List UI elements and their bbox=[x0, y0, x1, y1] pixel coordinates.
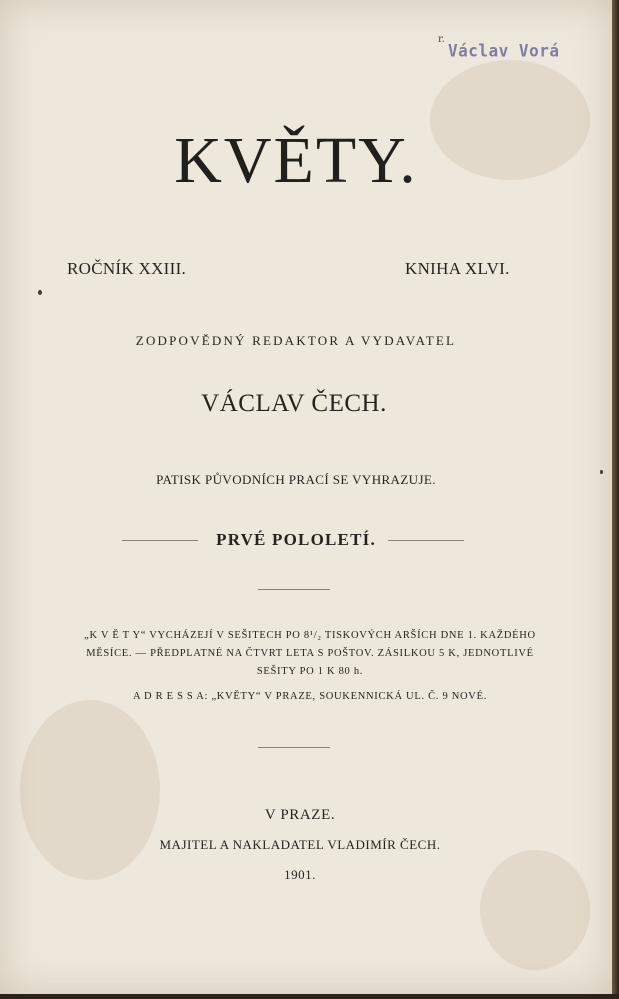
divider-short bbox=[258, 589, 330, 590]
volume-book: KNIHA XLVI. bbox=[405, 259, 510, 278]
subscription-line: „K V Ě T Y“ VYCHÁZEJÍ V SEŠITECH PO 8¹/₂ TISKOVÝCH ARŠÍCH DNE 1. KAŽDÉHO bbox=[84, 630, 536, 641]
imprint-place: V PRAZE. bbox=[264, 807, 336, 823]
editor-role: ZODPOVĚDNÝ REDAKTOR A VYDAVATEL bbox=[135, 333, 457, 348]
divider-right bbox=[388, 540, 464, 541]
paper-stain bbox=[20, 700, 160, 880]
paper-speck bbox=[600, 470, 603, 474]
page-edge bbox=[612, 0, 619, 999]
imprint-year: 1901. bbox=[284, 867, 316, 882]
rights-notice: PATISK PŮVODNÍCH PRACÍ SE VYHRAZUJE. bbox=[156, 472, 436, 487]
stamp-mark: r. bbox=[438, 34, 445, 45]
page-edge bbox=[0, 994, 619, 999]
half-year-heading: PRVÉ POLOLETÍ. bbox=[216, 530, 376, 549]
subscription-notice bbox=[40, 627, 580, 681]
subscription-line: MĚSÍCE. — PŘEDPLATNÉ NA ČTVRT LETA S POŠTOV. ZÁSILKOU 5 K, JEDNOTLIVÉ bbox=[86, 648, 534, 659]
ownership-stamp: Václav Vorá bbox=[448, 40, 560, 61]
paper-speck bbox=[38, 290, 42, 295]
journal-title: KVĚTY. bbox=[174, 124, 418, 197]
divider-short bbox=[258, 747, 330, 748]
volume-year: ROČNÍK XXIII. bbox=[67, 259, 187, 278]
imprint-publisher: MAJITEL A NAKLADATEL VLADIMÍR ČECH. bbox=[159, 837, 441, 852]
publisher-address: A D R E S S A: „KVĚTY“ V PRAZE, SOUKENNICKÁ UL. Č. 9 NOVÉ. bbox=[132, 691, 488, 702]
subscription-line: SEŠITY PO 1 K 80 h. bbox=[256, 666, 364, 677]
editor-name: VÁCLAV ČECH. bbox=[201, 390, 387, 417]
